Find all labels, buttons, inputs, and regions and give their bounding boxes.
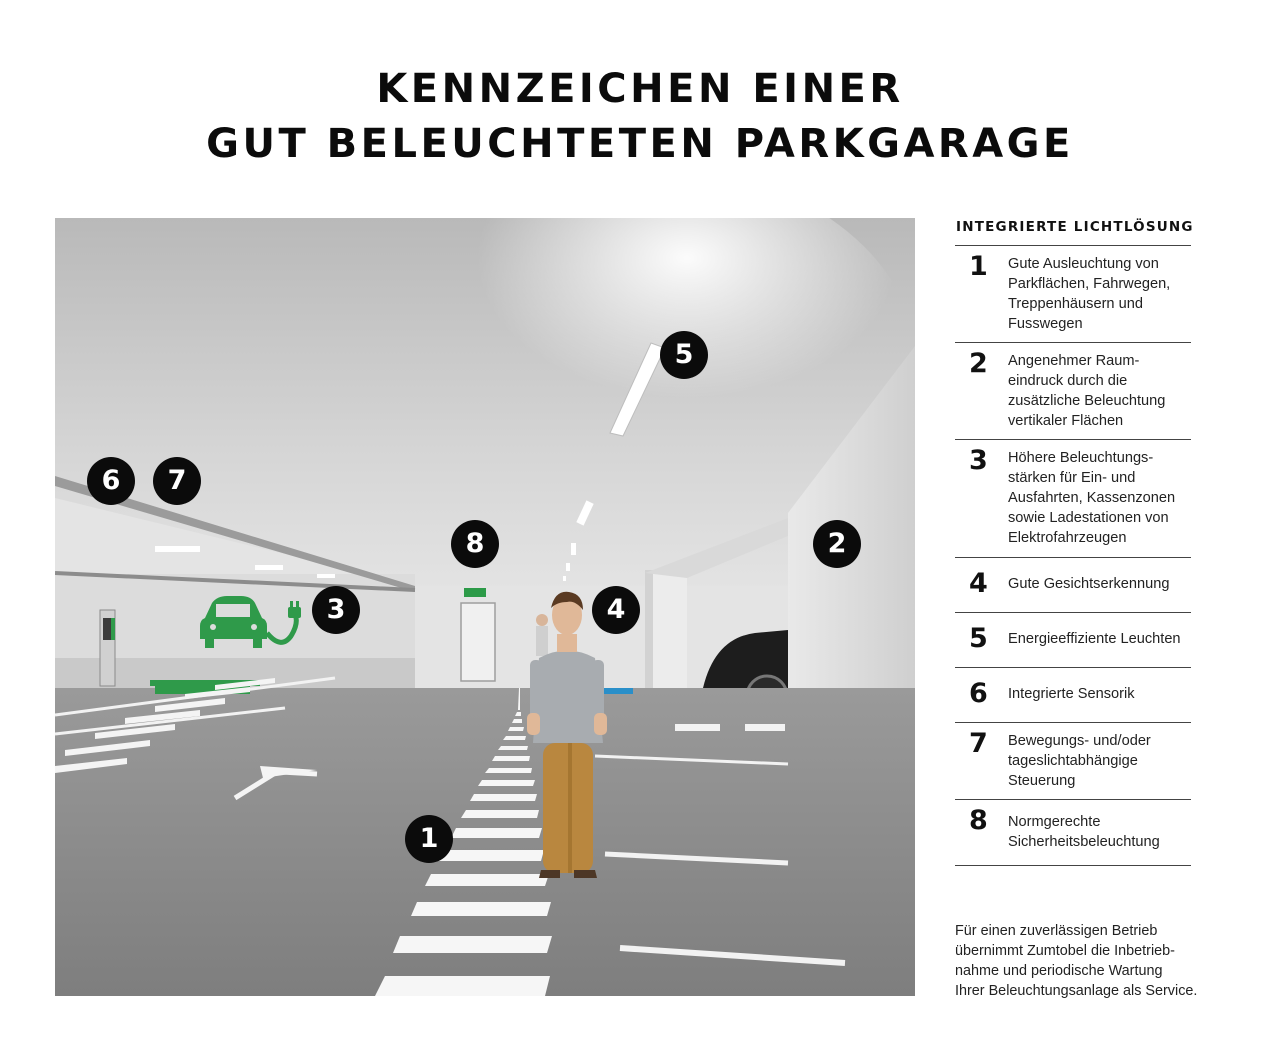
footnote-line: Für einen zuverlässigen Betrieb xyxy=(955,923,1158,939)
legend-number: 7 xyxy=(969,728,988,759)
charger-display xyxy=(103,618,112,640)
bay-light xyxy=(255,565,283,570)
service-footnote xyxy=(955,921,1198,1001)
legend-number: 1 xyxy=(969,251,988,282)
accessible-bay-marking xyxy=(603,688,633,694)
legend-text xyxy=(1008,574,1169,594)
legend-number: 8 xyxy=(969,805,988,836)
ceiling-luminaire xyxy=(563,576,566,581)
bay-light xyxy=(317,574,335,578)
legend-text xyxy=(1008,254,1170,334)
legend-heading: INTEGRIERTE LICHTLÖSUNG xyxy=(955,212,1191,246)
legend-line: Steuerung xyxy=(1008,773,1076,789)
legend-line: Elektrofahrzeugen xyxy=(1008,530,1127,546)
legend-item-7 xyxy=(955,723,1191,800)
legend-number: 3 xyxy=(969,445,988,476)
title-line-1: KENNZEICHEN EINER xyxy=(376,66,904,112)
parking-garage-illustration xyxy=(55,218,915,996)
ceiling-luminaire xyxy=(571,543,576,555)
legend-item-6 xyxy=(955,668,1191,723)
legend-text xyxy=(1008,629,1181,649)
legend-line: Treppenhäusern und xyxy=(1008,296,1143,312)
footnote-line: Ihrer Beleuchtungsanlage als Service. xyxy=(955,983,1198,999)
legend-line: Parkflächen, Fahrwegen, xyxy=(1008,276,1171,292)
legend-text xyxy=(1008,731,1151,791)
ev-icon-headlight xyxy=(210,624,216,630)
legend-line: sowie Ladestationen von xyxy=(1008,510,1169,526)
legend-item-4 xyxy=(955,558,1191,613)
badge-1: 1 xyxy=(405,815,453,863)
legend-number: 4 xyxy=(969,568,988,599)
legend-number: 6 xyxy=(969,678,988,709)
legend-line: vertikaler Flächen xyxy=(1008,413,1124,429)
legend-item-1 xyxy=(955,246,1191,343)
footnote-line: übernimmt Zumtobel die Inbetrieb- xyxy=(955,943,1175,959)
ev-icon-window xyxy=(216,604,250,617)
legend-panel xyxy=(955,212,1194,866)
legend-line: Gute Gesichtserkennung xyxy=(1008,576,1170,592)
legend-line: Fusswegen xyxy=(1008,316,1083,332)
legend-line: Angenehmer Raum- xyxy=(1008,353,1140,369)
legend-line: Sicherheitsbeleuchtung xyxy=(1008,834,1160,850)
badge-5: 5 xyxy=(660,331,708,379)
legend-line: Normgerechte xyxy=(1008,814,1101,830)
legend-line: zusätzliche Beleuchtung xyxy=(1008,393,1166,409)
legend-line: tageslichtabhängige xyxy=(1008,753,1138,769)
ceiling-luminaire xyxy=(566,563,570,571)
background-person xyxy=(536,626,548,656)
legend-line: Gute Ausleuchtung von xyxy=(1008,256,1159,272)
emergency-exit-sign xyxy=(464,588,486,597)
legend-line: Bewegungs- und/oder xyxy=(1008,733,1151,749)
badge-2: 2 xyxy=(813,520,861,568)
legend-number: 5 xyxy=(969,623,988,654)
legend-line: stärken für Ein- und xyxy=(1008,470,1136,486)
legend-text xyxy=(1008,351,1165,431)
garage-scene-svg xyxy=(55,218,915,996)
legend-item-3 xyxy=(955,440,1191,558)
legend-line: eindruck durch die xyxy=(1008,373,1128,389)
ev-icon-headlight xyxy=(251,624,257,630)
badge-4: 4 xyxy=(592,586,640,634)
legend-number: 2 xyxy=(969,348,988,379)
legend-line: Höhere Beleuchtungs- xyxy=(1008,450,1154,466)
badge-8: 8 xyxy=(451,520,499,568)
legend-text xyxy=(1008,812,1160,852)
legend-item-5 xyxy=(955,613,1191,668)
bay-light xyxy=(155,546,200,552)
legend-item-2 xyxy=(955,343,1191,440)
footnote-line: nahme und periodische Wartung xyxy=(955,963,1163,979)
legend-line: Integrierte Sensorik xyxy=(1008,686,1135,702)
charger-status-light xyxy=(111,618,115,640)
page-title xyxy=(0,62,1280,172)
legend-line: Ausfahrten, Kassenzonen xyxy=(1008,490,1176,506)
legend-item-8 xyxy=(955,800,1191,866)
exit-door xyxy=(461,603,495,681)
badge-3: 3 xyxy=(312,586,360,634)
legend-text xyxy=(1008,448,1175,548)
parking-line xyxy=(675,724,720,731)
badge-6: 6 xyxy=(87,457,135,505)
legend-text xyxy=(1008,684,1135,704)
legend-line: Energieeffiziente Leuchten xyxy=(1008,631,1181,647)
parking-line xyxy=(745,724,785,731)
title-line-2: GUT BELEUCHTETEN PARKGARAGE xyxy=(206,121,1074,167)
badge-7: 7 xyxy=(153,457,201,505)
background-person xyxy=(536,614,548,626)
